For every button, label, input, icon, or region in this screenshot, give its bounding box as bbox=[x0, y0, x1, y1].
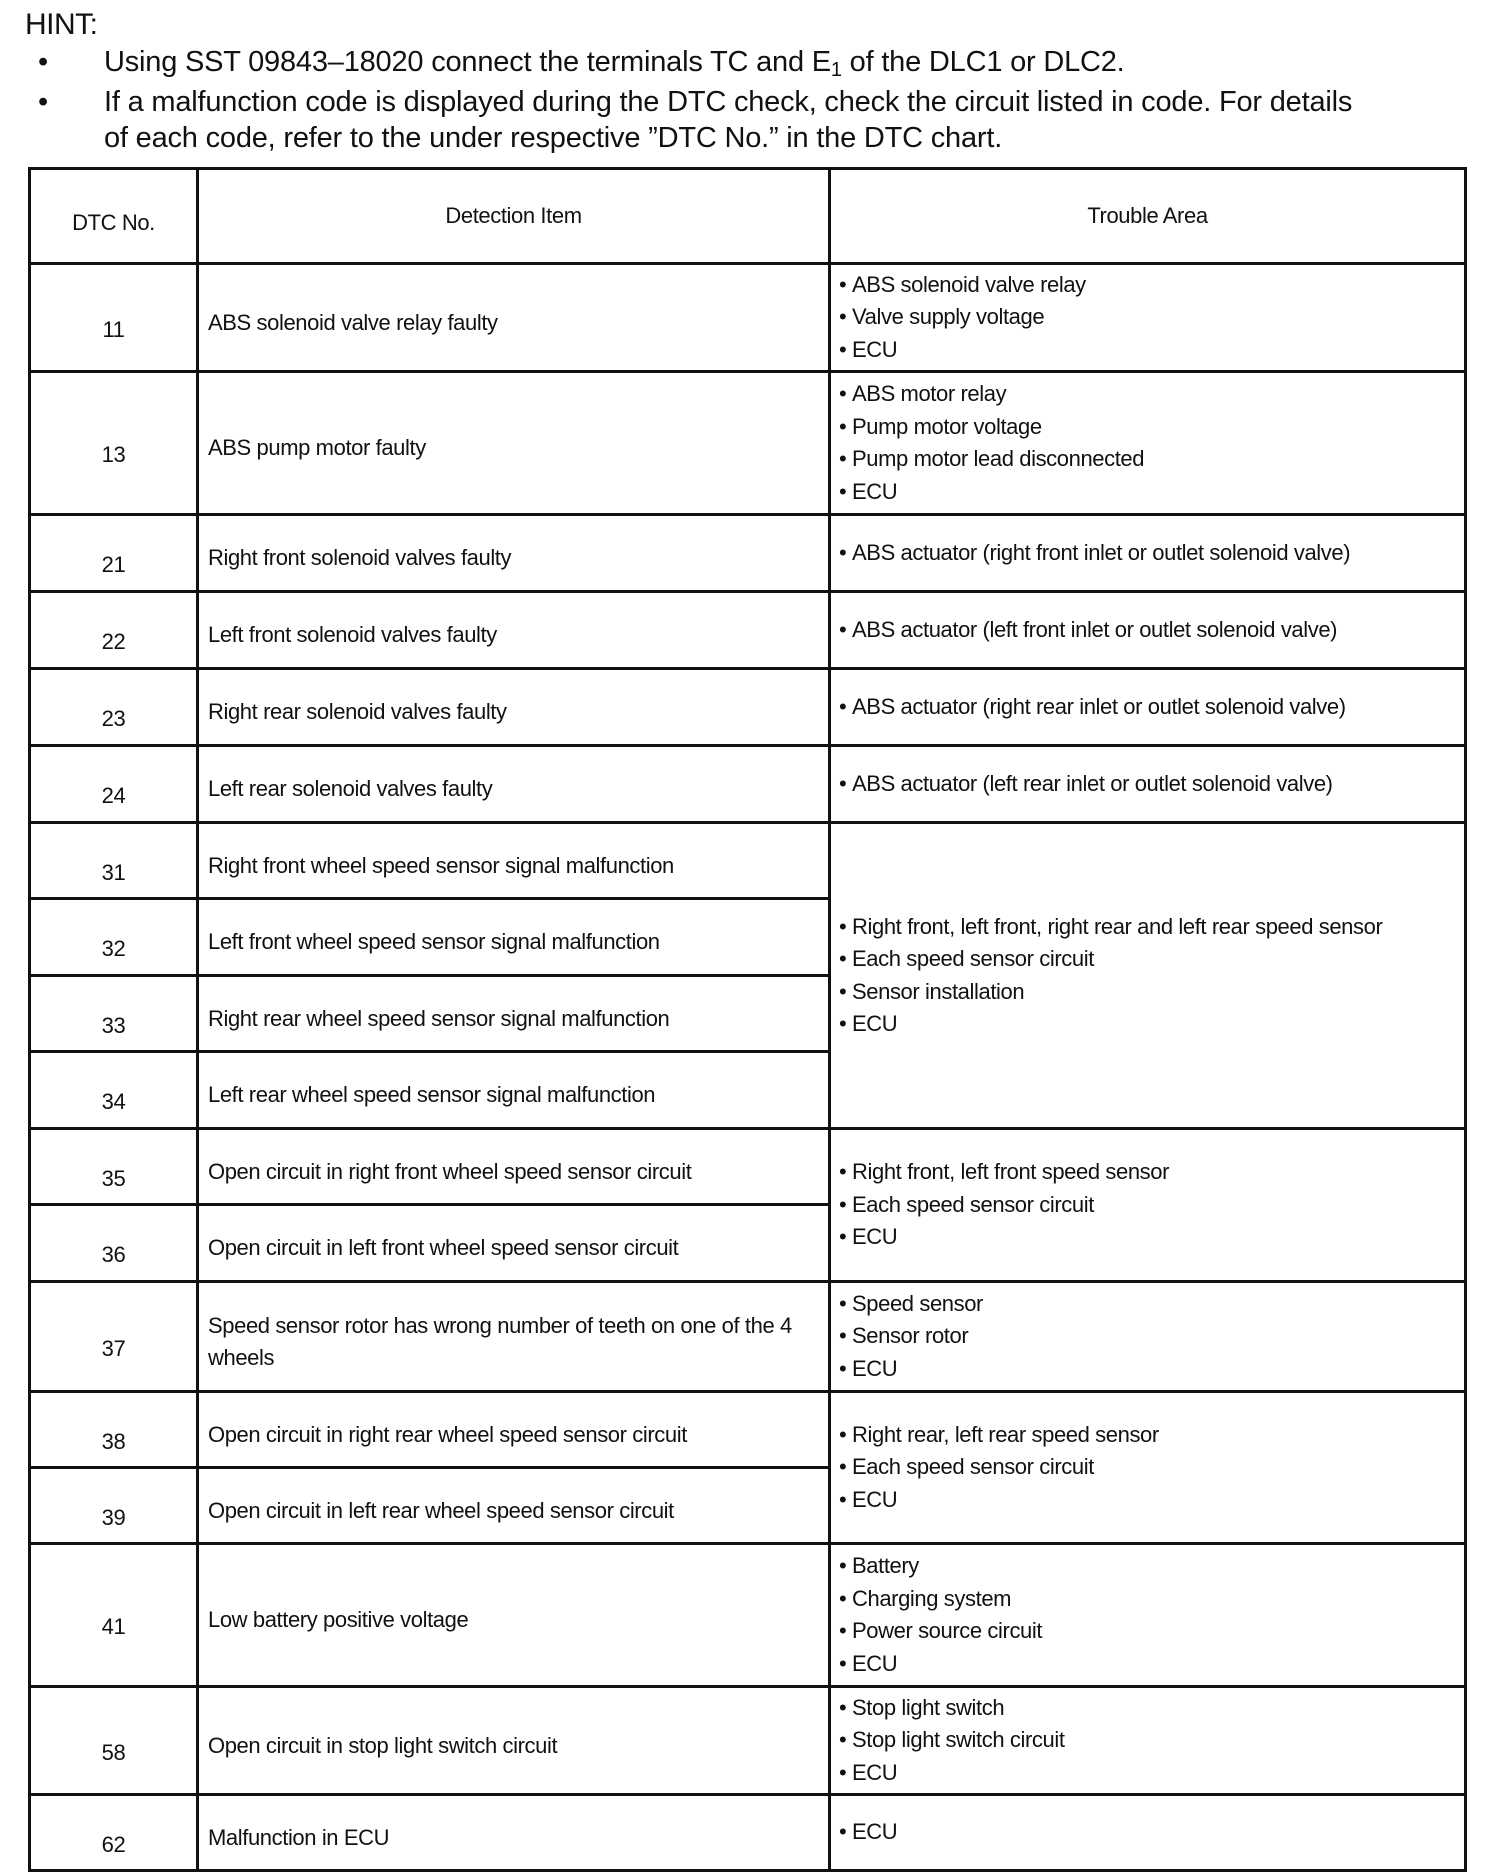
header-trouble-area: Trouble Area bbox=[830, 169, 1466, 264]
dtc-number: 36 bbox=[30, 1205, 198, 1282]
trouble-area-item: • Stop light switch circuit bbox=[839, 1724, 1464, 1757]
detection-item: Low battery positive voltage bbox=[198, 1544, 830, 1687]
header-detection-item: Detection Item bbox=[198, 169, 830, 264]
table-row bbox=[30, 372, 1466, 515]
detection-item: Left front solenoid valves faulty bbox=[198, 592, 830, 669]
trouble-area-item: • ECU bbox=[839, 1353, 1464, 1386]
table-row bbox=[30, 669, 1466, 746]
trouble-area bbox=[830, 1687, 1466, 1795]
trouble-area bbox=[830, 264, 1466, 372]
trouble-area-item: • Right rear, left rear speed sensor bbox=[839, 1419, 1464, 1452]
trouble-area-item: • ABS actuator (left front inlet or outlet solenoid valve) bbox=[839, 614, 1464, 647]
dtc-number: 21 bbox=[30, 515, 198, 592]
hint-bullet-text: If a malfunction code is displayed during the DTC check, check the circuit listed in code. For details of each code, refer to the under respective ”DTC No.” in the DTC chart. bbox=[104, 86, 1353, 154]
table-row bbox=[30, 1544, 1466, 1687]
detection-item: Left front wheel speed sensor signal malfunction bbox=[198, 899, 830, 976]
table-row bbox=[30, 1392, 1466, 1468]
trouble-area-item: • Power source circuit bbox=[839, 1615, 1464, 1648]
trouble-area bbox=[830, 1282, 1466, 1392]
dtc-number: 39 bbox=[30, 1468, 198, 1544]
trouble-area-item: • Sensor installation bbox=[839, 976, 1464, 1009]
table-body bbox=[30, 264, 1466, 1871]
table-row bbox=[30, 1795, 1466, 1871]
trouble-area bbox=[830, 1544, 1466, 1687]
table-row bbox=[30, 1687, 1466, 1795]
trouble-area-item: • Each speed sensor circuit bbox=[839, 1189, 1464, 1222]
trouble-area-item: • ECU bbox=[839, 1816, 1464, 1849]
detection-item: Left rear solenoid valves faulty bbox=[198, 746, 830, 823]
trouble-area-item: • Speed sensor bbox=[839, 1288, 1464, 1321]
detection-item: ABS solenoid valve relay faulty bbox=[198, 264, 830, 372]
trouble-area bbox=[830, 746, 1466, 823]
trouble-area-item: • Valve supply voltage bbox=[839, 301, 1464, 334]
trouble-area-item: • Sensor rotor bbox=[839, 1320, 1464, 1353]
dtc-number: 62 bbox=[30, 1795, 198, 1871]
trouble-area-item: • Right front, left front speed sensor bbox=[839, 1156, 1464, 1189]
trouble-area-item: • ABS actuator (right rear inlet or outlet solenoid valve) bbox=[839, 691, 1464, 724]
dtc-number: 37 bbox=[30, 1282, 198, 1392]
dtc-number: 23 bbox=[30, 669, 198, 746]
hint-title: HINT: bbox=[25, 8, 98, 41]
trouble-area-item: • ECU bbox=[839, 476, 1464, 509]
header-dtc-no: DTC No. bbox=[30, 169, 198, 264]
trouble-area-item: • ABS actuator (right front inlet or outlet solenoid valve) bbox=[839, 537, 1464, 570]
detection-item: Speed sensor rotor has wrong number of teeth on one of the 4 wheels bbox=[198, 1282, 830, 1392]
detection-item: Malfunction in ECU bbox=[198, 1795, 830, 1871]
dtc-number: 33 bbox=[30, 976, 198, 1052]
detection-item: Open circuit in right rear wheel speed sensor circuit bbox=[198, 1392, 830, 1468]
dtc-number: 58 bbox=[30, 1687, 198, 1795]
dtc-number: 31 bbox=[30, 823, 198, 899]
table-row bbox=[30, 515, 1466, 592]
detection-item: Open circuit in left front wheel speed sensor circuit bbox=[198, 1205, 830, 1282]
bullet-dot: • bbox=[38, 86, 49, 118]
trouble-area-item: • Each speed sensor circuit bbox=[839, 1451, 1464, 1484]
dtc-number: 35 bbox=[30, 1129, 198, 1205]
detection-item: Left rear wheel speed sensor signal malfunction bbox=[198, 1052, 830, 1129]
table-row bbox=[30, 823, 1466, 899]
detection-item: Right rear wheel speed sensor signal malfunction bbox=[198, 976, 830, 1052]
detection-item: Right rear solenoid valves faulty bbox=[198, 669, 830, 746]
dtc-number: 22 bbox=[30, 592, 198, 669]
detection-item: Right front wheel speed sensor signal malfunction bbox=[198, 823, 830, 899]
dtc-number: 41 bbox=[30, 1544, 198, 1687]
trouble-area bbox=[830, 823, 1466, 1129]
trouble-area-item: • ECU bbox=[839, 1648, 1464, 1681]
trouble-area-item: • Battery bbox=[839, 1550, 1464, 1583]
trouble-area-item: • Right front, left front, right rear and left rear speed sensor bbox=[839, 911, 1464, 944]
trouble-area-item: • ABS actuator (left rear inlet or outlet solenoid valve) bbox=[839, 768, 1464, 801]
trouble-area bbox=[830, 372, 1466, 515]
trouble-area-item: • Pump motor lead disconnected bbox=[839, 443, 1464, 476]
trouble-area-item: • ECU bbox=[839, 1757, 1464, 1790]
table-row bbox=[30, 264, 1466, 372]
table-row bbox=[30, 1282, 1466, 1392]
trouble-area-item: • ECU bbox=[839, 334, 1464, 367]
trouble-area bbox=[830, 1795, 1466, 1871]
detection-item: ABS pump motor faulty bbox=[198, 372, 830, 515]
trouble-area bbox=[830, 1129, 1466, 1282]
detection-item: Open circuit in stop light switch circuit bbox=[198, 1687, 830, 1795]
dtc-number: 24 bbox=[30, 746, 198, 823]
trouble-area-item: • Each speed sensor circuit bbox=[839, 943, 1464, 976]
dtc-chart-table bbox=[28, 167, 1467, 1872]
detection-item: Open circuit in right front wheel speed sensor circuit bbox=[198, 1129, 830, 1205]
trouble-area-item: • ECU bbox=[839, 1221, 1464, 1254]
trouble-area-item: • ABS solenoid valve relay bbox=[839, 269, 1464, 302]
dtc-number: 13 bbox=[30, 372, 198, 515]
hint-bullet-text: Using SST 09843–18020 connect the terminals TC and $E_1$ of the DLC1 or DLC2. bbox=[104, 46, 1125, 81]
trouble-area-item: • ABS motor relay bbox=[839, 378, 1464, 411]
trouble-area-item: • Pump motor voltage bbox=[839, 411, 1464, 444]
detection-item: Open circuit in left rear wheel speed sensor circuit bbox=[198, 1468, 830, 1544]
trouble-area-item: • ECU bbox=[839, 1008, 1464, 1041]
trouble-area-item: • ECU bbox=[839, 1484, 1464, 1517]
trouble-area bbox=[830, 592, 1466, 669]
table-row bbox=[30, 1129, 1466, 1205]
bullet-dot: • bbox=[38, 46, 49, 78]
trouble-area bbox=[830, 1392, 1466, 1544]
dtc-number: 11 bbox=[30, 264, 198, 372]
trouble-area-item: • Stop light switch bbox=[839, 1692, 1464, 1725]
trouble-area bbox=[830, 669, 1466, 746]
dtc-number: 34 bbox=[30, 1052, 198, 1129]
dtc-number: 32 bbox=[30, 899, 198, 976]
table-header-row bbox=[30, 169, 1466, 264]
table-row bbox=[30, 746, 1466, 823]
detection-item: Right front solenoid valves faulty bbox=[198, 515, 830, 592]
dtc-number: 38 bbox=[30, 1392, 198, 1468]
table-row bbox=[30, 592, 1466, 669]
trouble-area-item: • Charging system bbox=[839, 1583, 1464, 1616]
trouble-area bbox=[830, 515, 1466, 592]
